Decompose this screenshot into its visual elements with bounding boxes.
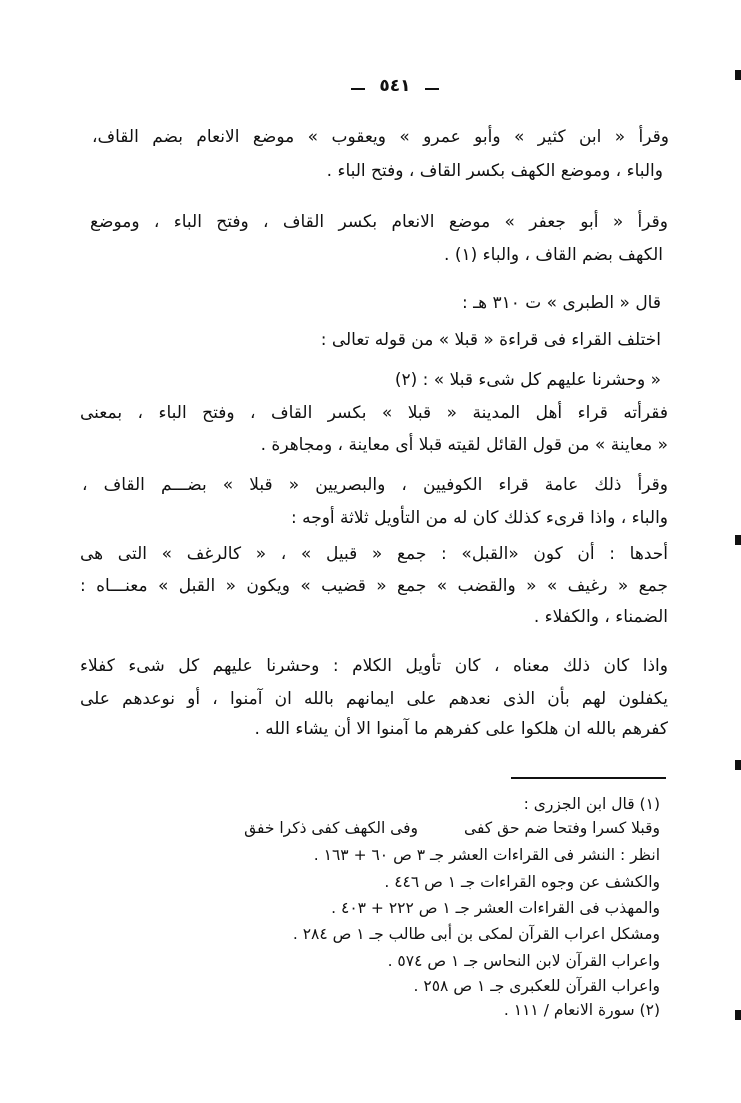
paragraph-3-line-3: « وحشرنا عليهم كل شىء قبلا » : (٢) (394, 370, 661, 390)
footnote-2: (٢) سورة الانعام / ١١١ . (503, 1001, 660, 1019)
paragraph-3-line-1: قال « الطبرى » ت ٣١٠ هـ : (461, 293, 661, 313)
scan-edge-mark (735, 70, 741, 80)
footnote-separator (511, 777, 666, 779)
scan-edge-mark (735, 1010, 741, 1020)
paragraph-6-line-1: أحدها : أن كون «القبل» : جمع « قبيل » ، « كالرغف » التى هى (80, 544, 668, 564)
paragraph-3-line-2: اختلف القراء فى قراءة « قبلا » من قوله تعالى : (320, 330, 661, 350)
paragraph-5-line-2: والباء ، واذا قرىء كذلك كان له من التأويل ثلاثة أوجه : (290, 508, 668, 528)
footnote-1-ref-kashf: والكشف عن وجوه القراءات جـ ١ ص ٤٤٦ . (384, 873, 660, 891)
paragraph-6-line-2: جمع « رغيف » « والقضب » جمع « قضيب » ويكون « القبل » معنـــاه : (80, 576, 668, 596)
scan-edge-mark (735, 535, 741, 545)
paragraph-5-line-1: وقرأ ذلك عامة قراء الكوفيين ، والبصريين « قبلا » بضـــم القاف ، (82, 475, 668, 495)
page-number: ٥٤١ (345, 76, 445, 96)
scan-edge-mark (735, 760, 741, 770)
footnote-1-verse-left: وفى الكهف كفى ذكرا خفق (244, 819, 418, 837)
paragraph-7-line-3: كفرهم بالله ان هلكوا على كفرهم ما آمنوا الا أن يشاء الله . (254, 719, 668, 739)
footnote-1-title: (١) قال ابن الجزرى : (523, 795, 660, 813)
footnote-1-ref-muhadhab: والمهذب فى القراءات العشر جـ ١ ص ٢٢٢ + ٤٠٣ . (331, 899, 660, 917)
paragraph-6-line-3: الضمناء ، والكفلاء . (533, 607, 668, 627)
paragraph-7-line-2: يكفلون لهم بأن الذى نعدهم على ايمانهم بالله ان آمنوا ، أو نوعدهم على (80, 689, 668, 709)
footnote-1-ref-ukbari: واعراب القرآن للعكبرى جـ ١ ص ٢٥٨ . (413, 977, 660, 995)
paragraph-1-line-1: وقرأ « ابن كثير » وأبو عمرو » ويعقوب » موضع الانعام بضم القاف، (92, 127, 669, 147)
paragraph-4-line-2: « معاينة » من قول القائل لقيته قبلا أى معاينة ، ومجاهرة . (260, 435, 668, 455)
footnote-1-ref-nashr: انظر : النشر فى القراءات العشر جـ ٣ ص ٦٠ + ١٦٣ . (313, 846, 660, 864)
paragraph-2-line-1: وقرأ « أبو جعفر » موضع الانعام بكسر القاف ، وفتح الباء ، وموضع (90, 212, 668, 232)
paragraph-1-line-2: والباء ، وموضع الكهف بكسر القاف ، وفتح الباء . (326, 161, 663, 181)
footnote-1-ref-mushkil: ومشكل اعراب القرآن لمكى بن أبى طالب جـ ١ ص ٢٨٤ . (292, 925, 660, 943)
paragraph-4-line-1: فقرأته قراء أهل المدينة « قبلا » بكسر القاف ، وفتح الباء ، بمعنى (80, 403, 668, 423)
footnote-1-ref-nahhas: واعراب القرآن لابن النحاس جـ ١ ص ٥٧٤ . (387, 952, 660, 970)
paragraph-7-line-1: واذا كان ذلك معناه ، كان تأويل الكلام : وحشرنا عليهم كل شىء كفلاء (80, 656, 668, 676)
paragraph-2-line-2: الكهف بضم القاف ، والباء (١) . (444, 245, 663, 265)
footnote-1-verse-right: وقبلا كسرا وفتحا ضم حق كفى (464, 819, 660, 837)
